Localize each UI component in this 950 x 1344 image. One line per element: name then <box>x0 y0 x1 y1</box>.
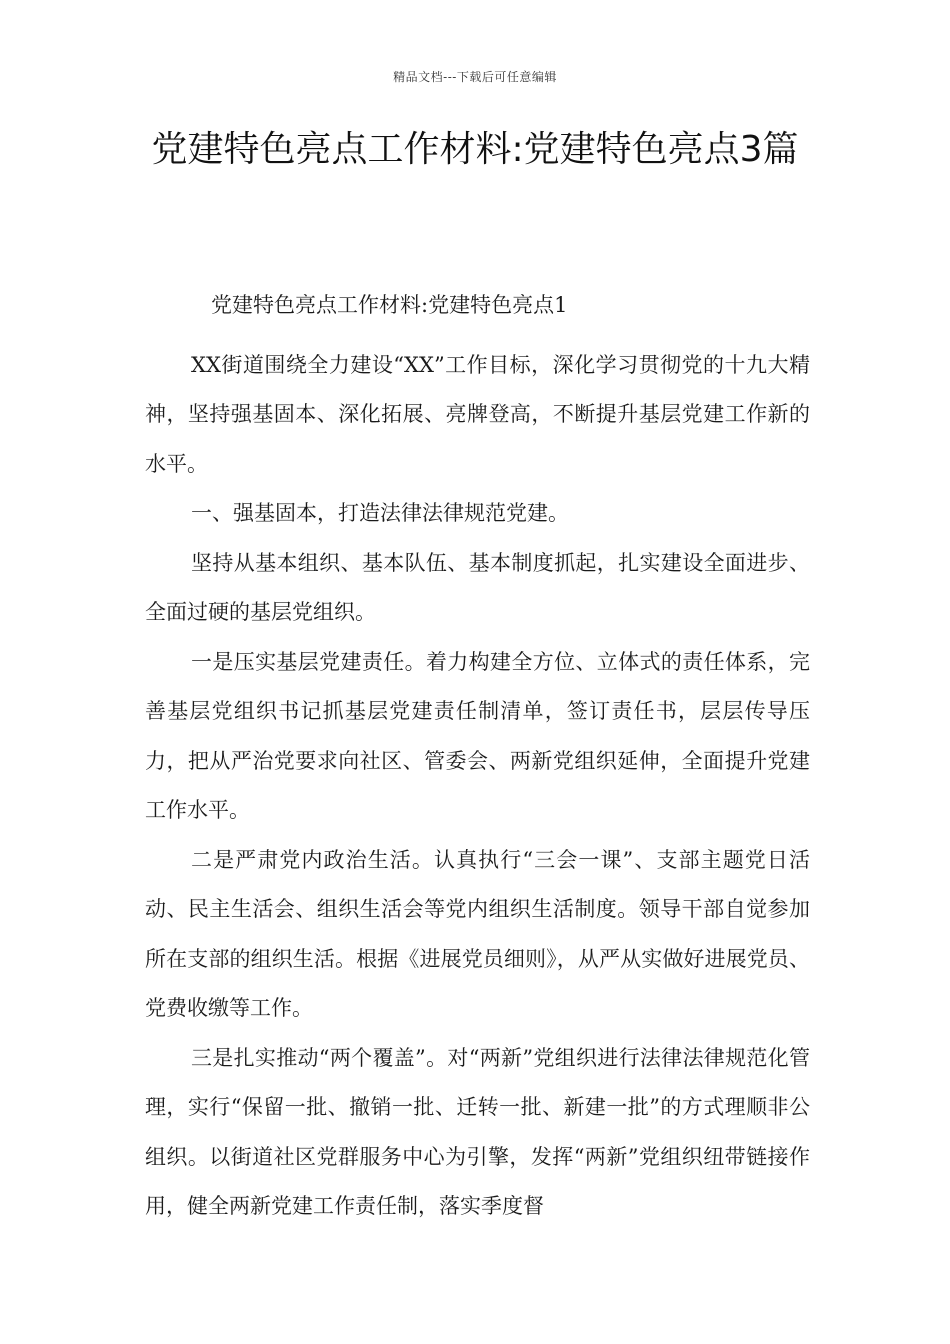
section-subtitle: 党建特色亮点工作材料:党建特色亮点1 <box>211 293 568 317</box>
header-note: 精品文档---下载后可任意编辑 <box>393 70 557 84</box>
document-title: 党建特色亮点工作材料:党建特色亮点3篇 <box>151 129 799 170</box>
section-heading: 一、强基固本，打造法律法律规范党建。 <box>191 501 569 525</box>
body-paragraph: 二是严肃党内政治生活。认真执行“三会一课”、支部主题党日活动、民主生活会、组织生活会等党内组织生活制度。领导干部自觉参加所在支部的组织生活。根据《进展党员细则》，从严从实做好进展党员、党费收缴等工作。 <box>145 847 810 1020</box>
body-paragraph: 一是压实基层党建责任。着力构建全方位、立体式的责任体系，完善基层党组织书记抓基层党建责任制清单，签订责任书，层层传导压力，把从严治党要求向社区、管委会、两新党组织延伸，全面提升党建工作水平。 <box>145 649 810 822</box>
body-paragraph: 三是扎实推动“两个覆盖”。对“两新”党组织进行法律法律规范化管理，实行“保留一批、撤销一批、迁转一批、新建一批”的方式理顺非公组织。以街道社区党群服务中心为引擎，发挥“两新”党组织纽带链接作用，健全两新党建工作责任制，落实季度督 <box>145 1045 810 1218</box>
document-body <box>145 281 810 1232</box>
body-paragraph: 坚持从基本组织、基本队伍、基本制度抓起，扎实建设全面进步、全面过硬的基层党组织。 <box>145 550 810 624</box>
body-paragraph: XX街道围绕全力建设“XX”工作目标，深化学习贯彻党的十九大精神，坚持强基固本、深化拓展、亮牌登高，不断提升基层党建工作新的水平。 <box>145 352 810 476</box>
